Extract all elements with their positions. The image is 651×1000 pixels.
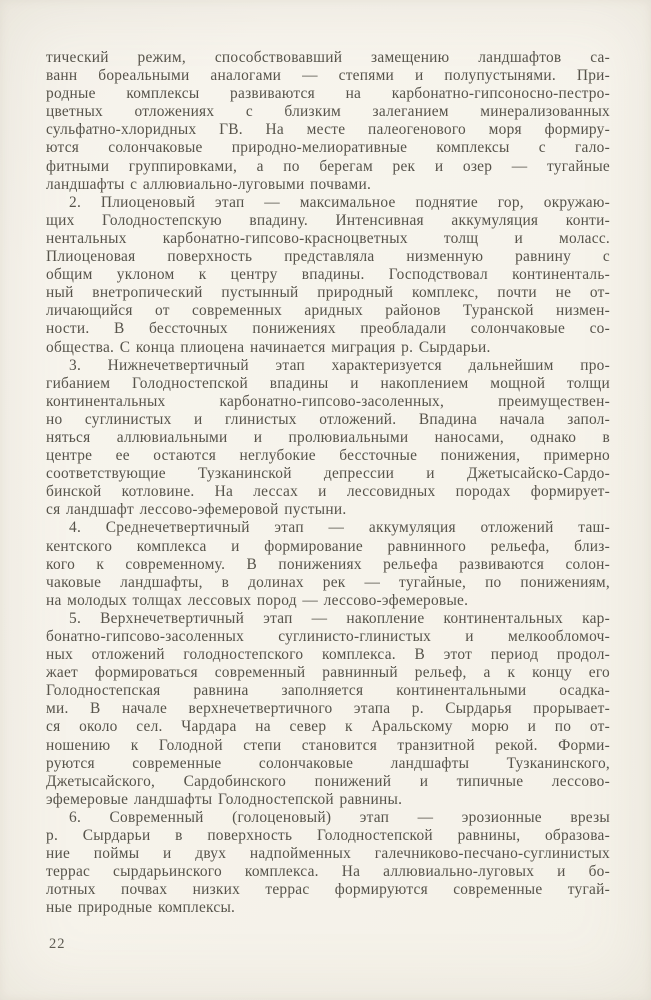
text-line: ный внетропический пустынный природный комплекс, почти не от- <box>46 284 610 302</box>
text-line: бонатно-гипсово-засоленных суглинисто-глинистых и мелкообломоч- <box>46 628 610 645</box>
paragraph <box>46 194 610 357</box>
text-line: кентского комплекса и формирование равнинного рельефа, близ- <box>46 537 610 555</box>
text-line: 6. Современный (голоценовый) этап — эрозионные врезы <box>69 808 610 826</box>
text-line: ванн бореальными аналогами — степями и полупустынями. При- <box>46 67 610 85</box>
text-line: общества. С конца плиоцена начинается миграция р. Сырдарьи. <box>46 338 491 356</box>
text-line: ся около сел. Чардара на север к Аральскому морю и по от- <box>46 718 610 736</box>
paragraph <box>46 357 610 520</box>
text-line: 2. Плиоценовый этап — максимальное поднятие гор, окружаю- <box>69 193 610 211</box>
text-line: бинской котловине. На лессах и лессовидных породах формирует- <box>46 483 610 501</box>
text-line: континентальных карбонатно-гипсово-засоленных, преимуществен- <box>46 392 610 410</box>
text-line: ние поймы и двух надпойменных галечниково-песчано-суглинистых <box>46 845 610 863</box>
text-line: кого к современному. В понижениях рельефа развиваются солон- <box>46 555 610 573</box>
text-line: ных отложений голодностепского комплекса. В этот период продол- <box>46 646 610 664</box>
page-number: 22 <box>49 936 66 952</box>
paragraph <box>46 49 610 194</box>
text-line: на молодых толщах лессовых пород — лессово-эфемеровые. <box>46 591 469 609</box>
text-line: Джетысайского, Сардобинского понижений и типичные лессово- <box>46 772 610 790</box>
text-line: 5. Верхнечетвертичный этап — накопление континентальных кар- <box>69 609 610 627</box>
text-line: чаковые ландшафты, в долинах рек — тугайные, по понижениям, <box>46 573 610 591</box>
text-line: ные природные комплексы. <box>46 899 236 917</box>
text-line: гибанием Голодностепской впадины и накоплением мощной толщи <box>46 374 610 392</box>
text-line: эфемеровые ландшафты Голодностепской равнины. <box>46 790 403 808</box>
text-line: нентальных карбонатно-гипсово-красноцветных толщ и моласс. <box>46 229 610 247</box>
text-line: щих Голодностепскую впадину. Интенсивная аккумуляция конти- <box>46 211 610 229</box>
text-line: ся ландшафт лессово-эфемеровой пустыни. <box>46 501 347 519</box>
text-line: Голодностепская равнина заполняется континентальными осадка- <box>46 682 610 700</box>
text-line: ности. В бессточных понижениях преобладали солончаковые со- <box>46 320 610 338</box>
text-line: няться аллювиальными и пролювиальными наносами, однако в <box>46 428 610 446</box>
text-line: ми. В начале верхнечетвертичного этапа р. Сырдарья прорывает- <box>46 700 610 718</box>
text-line: Плиоценовая поверхность представляла низменную равнину с <box>46 248 610 266</box>
text-line: сульфатно-хлоридных ГВ. На месте палеогенового моря формиру- <box>46 121 610 139</box>
text-line: общим уклоном к центру впадины. Господствовал континенталь- <box>46 266 610 284</box>
text-line: 4. Среднечетвертичный этап — аккумуляция отложений таш- <box>69 519 610 537</box>
text-line: ландшафты с аллювиально-луговыми почвами. <box>46 175 372 193</box>
text-line: лотных почвах низких террас формируются современные тугай- <box>46 881 610 899</box>
paragraph <box>46 610 610 809</box>
text-line: р. Сырдарьи в поверхность Голодностепской равнины, образова- <box>46 827 610 845</box>
text-line: соответствующие Тузканинской депрессии и Джетысайско-Сардо- <box>46 465 610 483</box>
text-line: 3. Нижнечетвертичный этап характеризуется дальнейшим про- <box>69 356 610 374</box>
text-line: фитными группировками, а по берегам рек и озер — тугайные <box>46 157 610 175</box>
text-line: центре ее остаются неглубокие бессточные понижения, примерно <box>46 447 610 465</box>
paragraph <box>46 809 610 918</box>
text-line: тический режим, способствовавший замещению ландшафтов са- <box>46 49 610 66</box>
text-line: террас сырдарьинского комплекса. На аллювиально-луговых и бо- <box>46 863 610 881</box>
text-line: жает формироваться современный равнинный рельеф, а к концу его <box>46 664 610 682</box>
text-line: ношению к Голодной степи становится транзитной рекой. Форми- <box>46 736 610 754</box>
paragraph <box>46 519 610 609</box>
text-line: цветных отложениях с близким залеганием минерализованных <box>46 103 610 121</box>
text-line: личающийся от современных аридных районов Туранской низмен- <box>46 302 610 320</box>
text-line: руются современные солончаковые ландшафты Тузканинского, <box>46 754 610 772</box>
text-block <box>46 49 610 918</box>
text-line: родные комплексы развиваются на карбонатно-гипсоносно-пестро- <box>46 85 610 103</box>
text-line: ются солончаковые природно-мелиоративные комплексы с гало- <box>46 139 610 157</box>
text-line: но суглинистых и глинистых отложений. Впадина начала запол- <box>46 410 610 428</box>
